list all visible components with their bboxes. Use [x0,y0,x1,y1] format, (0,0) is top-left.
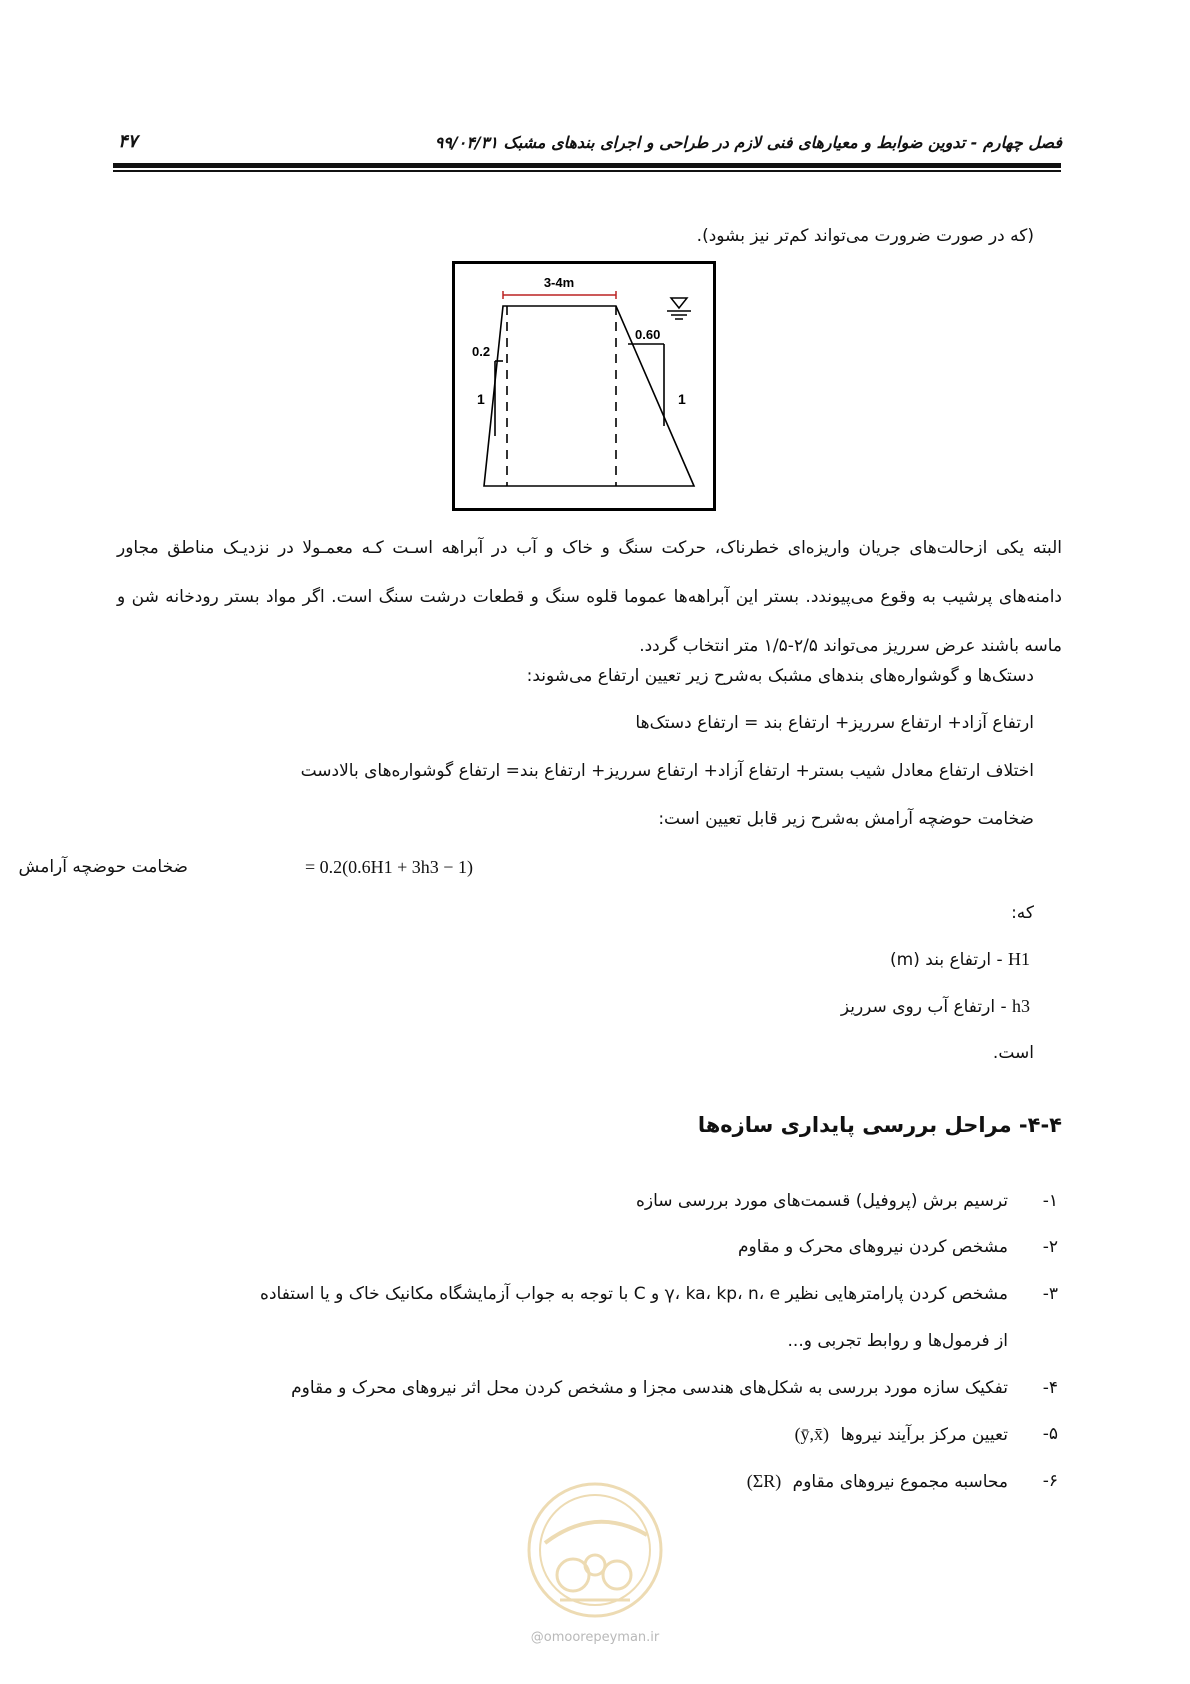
list-item-label: محاسبه مجموع نیروهای مقاوم [792,1472,1008,1492]
list-item-label: تعیین مرکز برآیند نیروها [840,1425,1008,1445]
where-intro: که: [1011,903,1034,923]
left-slope-label: 0.2 [472,344,491,359]
list-item-math: (ȳ,x̄) [794,1424,830,1444]
definition-h1 [890,947,1030,972]
list-item-math: (ΣR) [746,1471,782,1491]
h1-symbol: H1 [1008,949,1030,969]
list-item-text-continuation: از فرمول‌ها و روابط تجربی و... [787,1331,1008,1351]
watermark-site: @omoorepeyman.ir [530,1630,660,1645]
right-unit-label: 1 [678,391,686,407]
list-item-text: مشخص کردن پارامترهایی نظیر γ، ka، kp، n، e و C با توجه به جواب آزمایشگاه مکانیک خاک و یا استفاده [260,1284,1008,1304]
list-item-text: تفکیک سازه مورد بررسی به شکل‌های هندسی مجزا و مشخص کردن محل اثر نیروهای محرک و مقاوم [291,1378,1008,1398]
list-item-number: -۵ [1042,1424,1058,1444]
list-item-text: مشخص کردن نیروهای محرک و مقاوم [737,1237,1008,1257]
list-item-number: -۲ [1042,1237,1058,1257]
intro-line: (که در صورت ضرورت می‌تواند کم‌تر نیز بشود). [696,226,1034,246]
line-wing-height: ارتفاع آزاد+ ارتفاع سرریز+ ارتفاع بند = ارتفاع دستک‌ها [635,713,1034,733]
section-heading: ۴-۴- مراحل بررسی پایداری سازه‌ها [697,1113,1062,1137]
running-header-title: فصل چهارم - تدوین ضوابط و معیارهای فنی لازم در طراحی و اجرای بندهای مشبک ۹۹/۰۴/۳۱ [434,133,1062,152]
line-basin-thickness-intro: ضخامت حوضچه آرامش به‌شرح زیر قابل تعیین است: [658,809,1034,829]
list-item-number: -۱ [1042,1191,1058,1211]
list-item-number: -۳ [1042,1284,1058,1304]
line-heights-intro: دستک‌ها و گوشواره‌های بندهای مشبک به‌شرح زیر تعیین ارتفاع می‌شوند: [526,666,1034,686]
header-rule-thin [113,170,1061,172]
h3-symbol: h3 [1012,996,1030,1016]
watermark-seal-logo [505,1465,685,1620]
figure-frame [454,263,715,510]
right-slope-label: 0.60 [635,327,661,342]
top-width-label: 3-4m [543,275,575,290]
h3-description: - ارتفاع آب روی سرریز [840,997,1007,1017]
h1-description: - ارتفاع بند (m) [890,950,1003,970]
header-rule-thick [113,163,1061,168]
formula-label: ضخامت حوضچه آرامش [18,857,188,877]
watermark-seal-icon [505,1465,685,1620]
list-item-text: ترسیم برش (پروفیل) قسمت‌های مورد بررسی سازه [635,1191,1008,1211]
dam-cross-section-svg [452,261,716,511]
line-upstream-wing-height: اختلاف ارتفاع معادل شیب بستر+ ارتفاع آزاد+ ارتفاع سرریز+ ارتفاع بند= ارتفاع گوشواره‌های بالادست [300,761,1034,781]
formula-expression: = 0.2(0.6H1 + 3h3 − 1) [305,857,473,877]
list-item-number: -۶ [1042,1471,1058,1491]
left-unit-label: 1 [477,391,485,407]
list-item-number: -۴ [1042,1378,1058,1398]
page-number: ۴۷ [118,131,138,152]
where-end: است. [992,1043,1034,1063]
dam-cross-section-figure [452,261,716,511]
paragraph-debris-flow: البته یکی ازحالت‌های جریان واریزه‌ای خطرناک، حرکت سنگ و خاک و آب در آبراهه اسـت کـه معمـولا در نزدیـک مناطق مجاور دامنه‌های پرشیب به وقوع می‌پیوندد. بستر این آبراهه‌ها عموما قلوه سنگ و قطعات درشت سنگ است. اگر مواد بستر رودخانه شن و ماسه باشند عرض سرریز می‌تواند ۲/۵-۱/۵ متر انتخاب گردد. [117,538,1062,656]
list-item-text [795,1422,1008,1447]
definition-h3 [841,994,1030,1019]
list-item-text [747,1469,1008,1494]
